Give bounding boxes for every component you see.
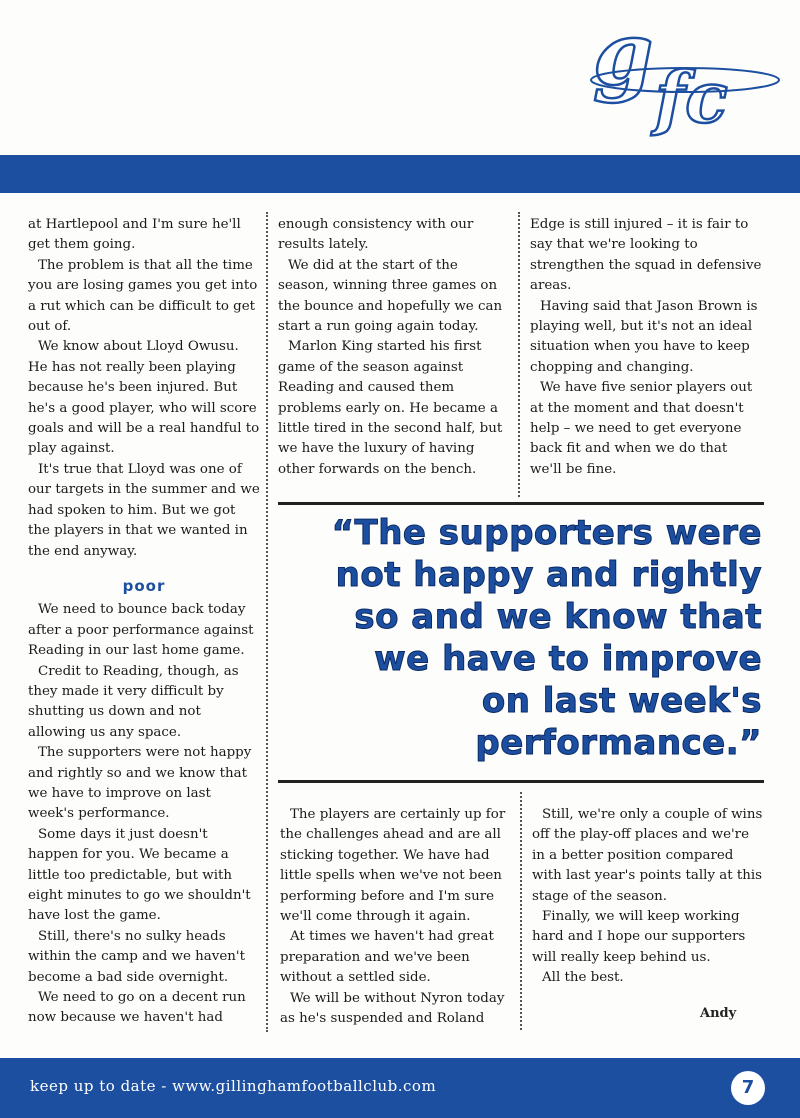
quote-bottom-rule [278,780,764,783]
author-signature: Andy [700,1006,737,1021]
column-separator [518,212,520,497]
paragraph: The supporters were not happy and rightly so and we know that we have to improve on last week's performance. [28,745,252,822]
article-column-3 [530,215,762,480]
paragraph: Some days it just doesn't happen for you. We became a little too predictable, but with eight minutes to go we shouldn't have lost the game. [28,826,251,924]
paragraph: Still, there's no sulky heads within the camp and we haven't become a bad side overnight. [28,928,245,985]
paragraph: It's true that Lloyd was one of our targets in the summer and we had spoken to him. But we got the players in that we wanted in the end anyway. [28,461,260,559]
column-separator [520,792,522,1030]
pull-quote-line: we have to improve [374,639,762,679]
column-separator [266,212,268,1032]
pull-quote-line: so and we know that [354,597,762,637]
footer-website-text: keep up to date - www.gillinghamfootballclub.com [30,1077,437,1095]
paragraph: We need to bounce back today after a poor performance against Reading in our last home game. [28,602,254,659]
paragraph: Edge is still injured – it is fair to say that we're looking to strengthen the squad in defensive areas. [530,217,762,294]
section-subhead: poor [122,576,166,595]
quote-top-rule [278,502,764,505]
pull-quote-line: not happy and rightly [335,555,762,595]
paragraph: We will be without Nyron today as he's suspended and Roland [280,990,505,1027]
article-column-2 [278,215,512,480]
paragraph: All the best. [542,970,624,986]
pull-quote-line: on last week's [481,681,762,721]
pull-quote-line: performance.” [475,723,762,763]
paragraph: at Hartlepool and I'm sure he'll get them going. [28,217,241,253]
paragraph: At times we haven't had great preparation and we've been without a settled side. [280,929,494,986]
article-column-1 [28,215,260,1029]
paragraph: Marlon King started his first game of the season against Reading and caused them problems early on. He became a little tired in the second half, but we have the luxury of having other forwards on the bench. [278,339,503,477]
paragraph: Credit to Reading, though, as they made it very difficult by shutting us down and not allowing us any space. [28,663,239,740]
article-column-5 [532,805,764,989]
logo-letter-g: g [593,12,654,105]
paragraph: Finally, we will keep working hard and I hope our supporters will really keep behind us. [532,909,746,965]
paragraph: The players are certainly up for the challenges ahead and are all sticking together. We have had little spells when we've not been performing before and I'm sure we'll come through it again. [280,807,506,925]
paragraph: We need to go on a decent run now because we haven't had [28,990,246,1026]
paragraph: We have five senior players out at the moment and that doesn't help – we need to get everyone back fit and when we do that we'll be fine. [530,380,753,477]
club-logo [585,12,785,142]
paragraph: Still, we're only a couple of wins off the play-off places and we're in a better position compared with last year's points tally at this stage of the season. [532,807,763,904]
page-number-badge: 7 [731,1071,765,1105]
header-band [0,155,800,193]
paragraph: The problem is that all the time you are losing games you get into a rut which can be difficult to get out of. [28,257,258,335]
paragraph: We did at the start of the season, winning three games on the bounce and hopefully we can start a run going again today. [278,257,503,335]
logo-letters-fc: fc [655,56,728,139]
article-column-4 [280,805,512,1029]
paragraph: We know about Lloyd Owusu. He has not really been playing because he's been injured. But he's a good player, who will score goals and will be a real handful to play against. [28,339,260,457]
paragraph: enough consistency with our results lately. [278,217,474,253]
pull-quote [272,512,762,764]
pull-quote-line: “The supporters were [331,513,762,553]
paragraph: Having said that Jason Brown is playing well, but it's not an ideal situation when you have to keep chopping and changing. [530,298,758,375]
